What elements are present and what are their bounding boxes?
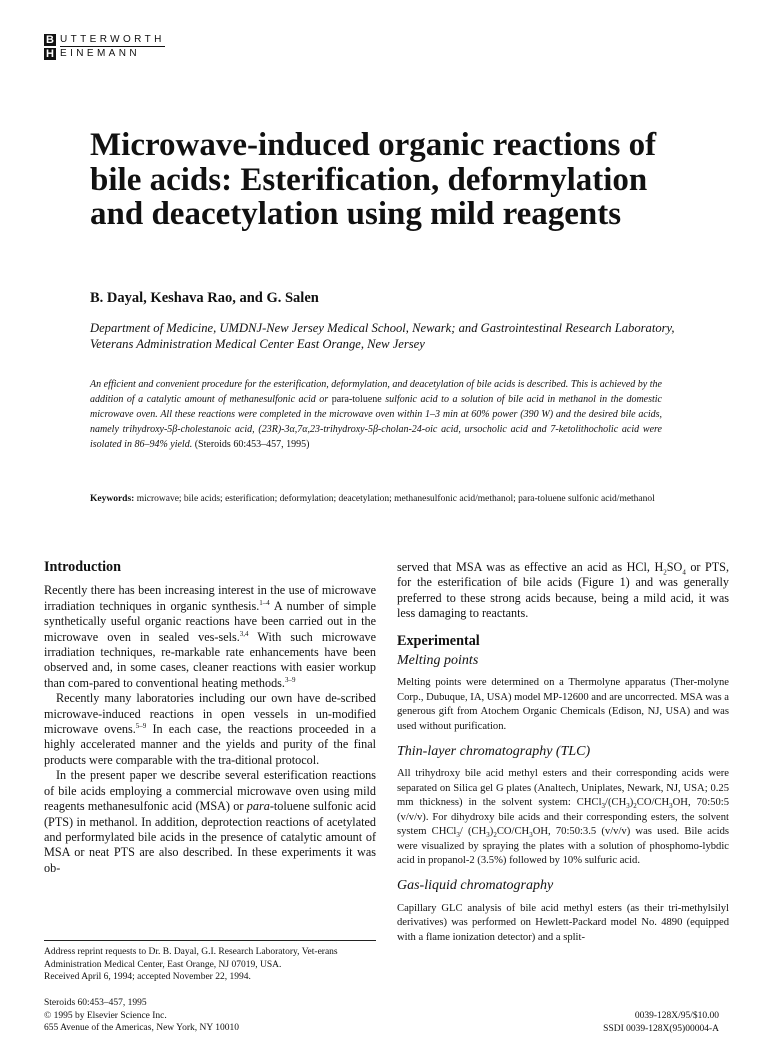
citation-ref: 3,4 bbox=[239, 629, 249, 638]
article-codes bbox=[603, 1010, 719, 1035]
article-title: Microwave-induced organic reactions of bile acids: Esterification, deformylation and deacetylation using mild reagents bbox=[90, 127, 657, 232]
abstract bbox=[90, 377, 662, 452]
tlc-text-g: ) bbox=[489, 826, 494, 838]
journal-citation: Steroids 60:453–457, 1995 bbox=[44, 998, 147, 1008]
subscript: 3 bbox=[669, 802, 673, 811]
tlc-text-b: /(CH bbox=[605, 797, 627, 809]
tlc-text bbox=[397, 767, 729, 868]
intro-paragraph-2 bbox=[44, 691, 376, 768]
citation-ref: 5–9 bbox=[135, 722, 147, 730]
abstract-text-2: sulfonic acid to a solution of bile acid in methanol in the domestic microwave oven. All these reactions were completed in the microwave oven within 1–3 min at 60% power (390 W) and the desired bile acids, namely trihydroxy-5β-cholestanoic acid, (23R)-3α,7α,23-trihydroxy-5β-cholan-24-oic acid, ursocholic acid and 7-ketolithocholic acid were isolated in 86–94% yield. bbox=[90, 394, 662, 450]
publisher-logo bbox=[44, 34, 184, 64]
intro-p3-text-a: In the present paper we describe several esterification reactions of bile acids employing a commercial microwave oven using mild reagents methanesulfonic acid (MSA) or bbox=[44, 768, 376, 814]
keywords bbox=[90, 493, 662, 506]
tlc-text-a: All trihydroxy bile acid methyl esters and their corresponding acids were separated on Silica gel G plates (Analtech, Uniplates, Newark, NJ, USA; 0.25 mm thickness) in the solvent system: CHCl bbox=[397, 768, 729, 809]
tlc-text-f: / (CH bbox=[459, 826, 487, 838]
logo-letter-b: B bbox=[44, 34, 56, 46]
cont-text-a: served that MSA was as effective an acid as HCl, H bbox=[397, 560, 664, 574]
continued-paragraph bbox=[397, 560, 729, 622]
intro-p1-text-b: A number of simple synthetically useful organic reactions have been carried out in the microwave oven in sealed ves-sels. bbox=[44, 598, 376, 644]
logo-letter-h: H bbox=[44, 48, 56, 60]
reprint-address: Address reprint requests to Dr. B. Dayal, G.I. Research Laboratory, Vet-erans Administration Medical Center, East Orange, NJ 07019, USA. bbox=[44, 947, 338, 970]
received-dates: Received April 6, 1994; accepted November 22, 1994. bbox=[44, 972, 251, 982]
introduction-heading: Introduction bbox=[44, 559, 121, 575]
subscript: 2 bbox=[633, 802, 637, 811]
subscript: 4 bbox=[682, 568, 686, 577]
intro-p3-italic: para bbox=[246, 799, 270, 814]
logo-word-heinemann: EINEMANN bbox=[60, 48, 140, 59]
subscript: 3 bbox=[529, 831, 533, 840]
issn-code: 0039-128X/95/$10.00 bbox=[634, 1011, 719, 1021]
citation-ref: 3–9 bbox=[284, 675, 296, 684]
glc-heading: Gas-liquid chromatography bbox=[397, 878, 554, 894]
intro-paragraph-1 bbox=[44, 583, 376, 691]
experimental-heading: Experimental bbox=[397, 632, 480, 649]
citation-ref: 1–4 bbox=[259, 598, 270, 607]
subscript: 2 bbox=[663, 568, 667, 577]
ssdi-code: SSDI 0039-128X(95)00004-A bbox=[603, 1023, 719, 1034]
cont-text-c: or PTS, for the esterification of bile acids (Figure 1) and was generally preferred to these strong acids because, being a mild acid, it was less damaging to reactants. bbox=[397, 560, 730, 621]
author-list: B. Dayal, Keshava Rao, and G. Salen bbox=[90, 290, 319, 306]
left-column bbox=[44, 560, 376, 876]
tlc-text-e: OH, 70:50:5 (v/v/v). For dihydroxy bile acids and their corresponding esters, the solvent system CHCl bbox=[397, 797, 729, 838]
footnote bbox=[44, 946, 376, 984]
intro-p1-text-a: Recently there has been increasing interest in the use of microwave irradiation techniques in organic synthesis. bbox=[44, 583, 376, 613]
subscript: 2 bbox=[493, 831, 497, 840]
intro-p2-text-a: Recently many laboratories including our own have de-scribed microwave-induced reactions in open vessels in un-modified microwave ovens. bbox=[44, 691, 376, 737]
intro-p2-text-b: In each case, the reactions proceeded in a highly accelerated manner and the yields and purity of the final products were comparable with the tra-ditional protocol. bbox=[44, 722, 376, 767]
abstract-citation: (Steroids 60:453–457, 1995) bbox=[194, 439, 310, 450]
intro-p1-text-c: With such microwave irradiation techniques, re-markable rate enhancements have been observed and, in some cases, cleaner reactions with easier workup than com-pared to conventional heating methods. bbox=[44, 629, 376, 690]
glc-text: Capillary GLC analysis of bile acid methyl esters (as their tri-methylsilyl derivatives) was performed on Hewlett-Packard model No. 4890 (equipped with a flame ionization detector) and a split- bbox=[397, 902, 729, 943]
abstract-plain-term: para-toluene bbox=[331, 394, 382, 405]
tlc-text-h: CO/CH bbox=[496, 826, 530, 838]
intro-paragraph-3 bbox=[44, 768, 376, 876]
journal-info bbox=[44, 997, 376, 1035]
subscript: 3 bbox=[456, 831, 460, 840]
intro-p3-text-b: -toluene sulfonic acid (PTS) in methanol. In addition, deprotection reactions of acetylated and performylated bile acids in the presence of catalytic amount of MSA or neat PTS are also described. In these experiments it was ob- bbox=[44, 799, 376, 875]
logo-word-butterworth: UTTERWORTH bbox=[60, 34, 165, 45]
subscript: 3 bbox=[486, 831, 490, 840]
tlc-heading: Thin-layer chromatography (TLC) bbox=[397, 744, 591, 760]
right-column bbox=[397, 560, 729, 945]
keywords-text: microwave; bile acids; esterification; deformylation; deacetylation; methanesulfonic acid/methanol; para-toluene sulfonic acid/methanol bbox=[134, 494, 655, 504]
tlc-text-c: ) bbox=[629, 797, 634, 809]
publisher-address: 655 Avenue of the Americas, New York, NY 10010 bbox=[44, 1023, 239, 1033]
subscript: 3 bbox=[601, 802, 606, 811]
footnote-divider bbox=[44, 940, 376, 941]
copyright-line: © 1995 by Elsevier Science Inc. bbox=[44, 1010, 167, 1021]
keywords-label: Keywords: bbox=[90, 494, 135, 504]
cont-text-b: SO bbox=[666, 560, 683, 574]
abstract-text-1: An efficient and convenient procedure for the esterification, deformylation, and deacetylation of bile acids is described. This is achieved by the addition of a catalytic amount of methanesulfonic acid or bbox=[90, 379, 662, 405]
tlc-text-d: CO/CH bbox=[636, 797, 670, 809]
subscript: 3 bbox=[626, 802, 630, 811]
melting-points-text: Melting points were determined on a Thermolyne apparatus (Ther-molyne Corp., Dubuque, IA, USA) model MP-12600 and are uncorrected. MSA was a generous gift from Atochem Organic Chemicals (Edison, NJ, USA) and was used without purification. bbox=[397, 677, 729, 732]
tlc-text-i: OH, 70:50:3.5 (v/v/v) was used. Bile acids were visualized by spraying the plates with a solution of phosphomo-lybdic acid in propanol-2 (3.5%) followed by 10% sulfuric acid. bbox=[397, 826, 730, 866]
affiliation: Department of Medicine, UMDNJ-New Jersey Medical School, Newark; and Gastrointestinal Research Laboratory, Veterans Administration Medical Center East Orange, New Jersey bbox=[90, 321, 675, 351]
melting-points-heading: Melting points bbox=[397, 653, 479, 669]
